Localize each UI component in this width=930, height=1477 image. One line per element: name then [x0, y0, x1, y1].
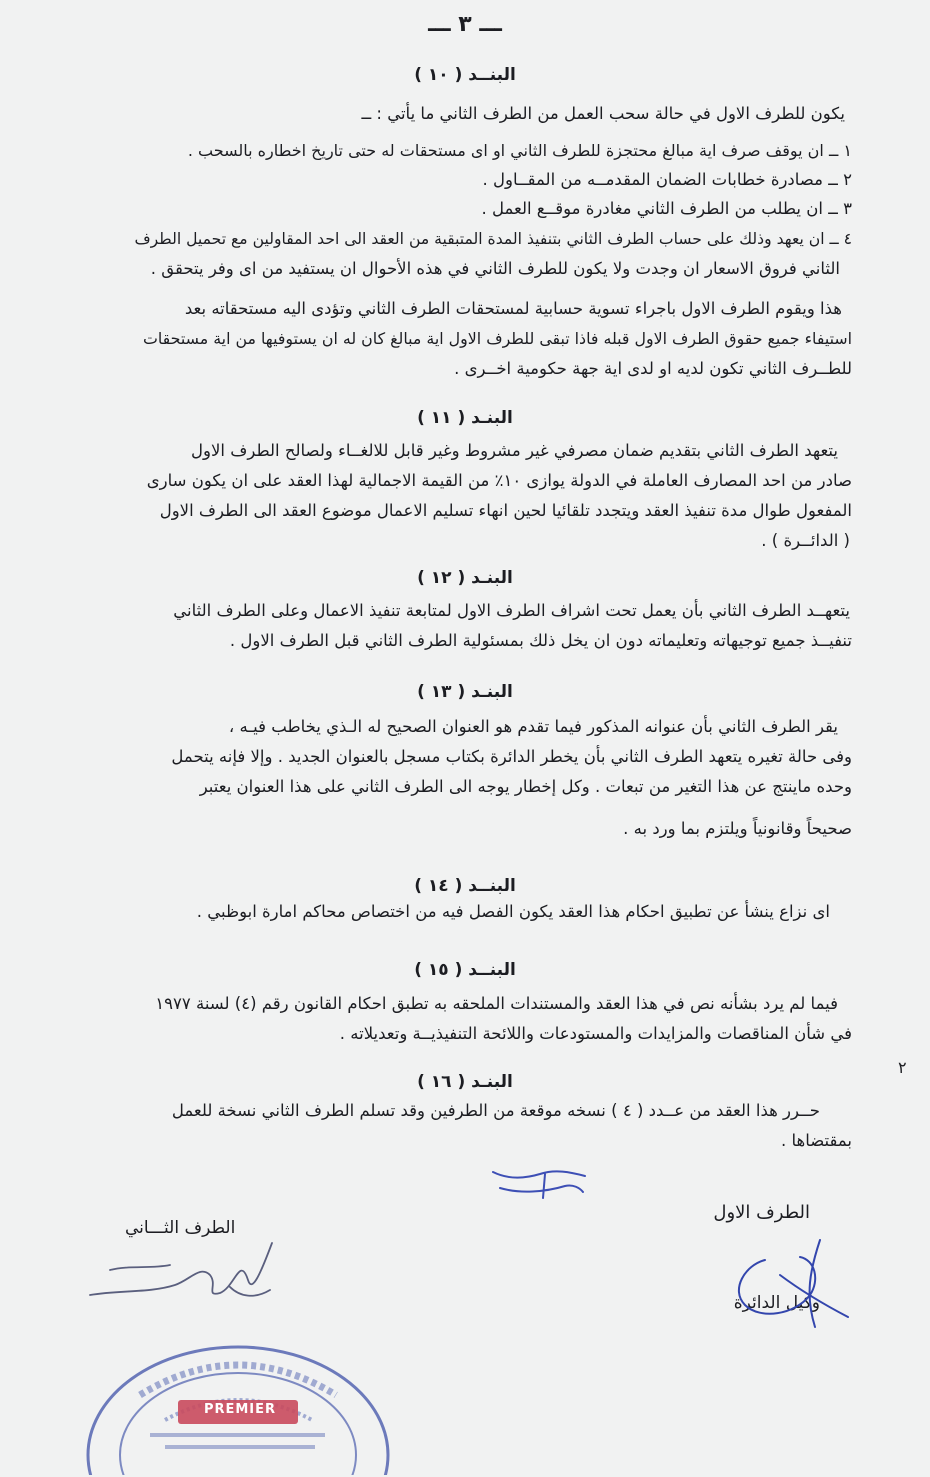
- clause-11-line: المفعول طوال مدة تنفيذ العقد ويتجدد تلقائيا لحين انهاء تسليم الاعمال موضوع العقد الى الطرف الاول: [159, 501, 852, 520]
- stamp-text: PREMIER: [203, 1402, 277, 1417]
- clause-12-line: تنفيــذ جميع توجيهاته وتعليماته دون ان يخل ذلك بمسئولية الطرف الثاني قبل الطرف الاول .: [229, 631, 852, 650]
- clause-15-line: في شأن المناقصات والمزايدات والمستودعات واللائحة التنفيذيــة وتعديلاته .: [339, 1024, 852, 1043]
- page-number: ـــ ٣ ـــ: [428, 12, 502, 37]
- clause-14-line: اى نزاع ينشأ عن تطبيق احكام هذا العقد يكون الفصل فيه من اختصاص محاكم امارة ابوظبي .: [196, 902, 830, 921]
- company-stamp: [80, 1325, 395, 1475]
- clause-heading-10: البنــد ( ١٠ ): [414, 65, 516, 85]
- clause-heading-12: البنـد ( ١٢ ): [417, 568, 513, 588]
- clause-heading-11: البنـد ( ١١ ): [417, 408, 513, 428]
- clause-16-line: حــرر هذا العقد من عــدد ( ٤ ) نسخه موقعة من الطرفين وقد تسلم الطرف الثاني نسخة للعمل: [171, 1101, 820, 1120]
- clause-11-line: يتعهد الطرف الثاني بتقديم ضمان مصرفي غير مشروط وغير قابل للالغــاء ولصالح الطرف الاول: [191, 441, 838, 460]
- first-party-signature: [720, 1235, 860, 1335]
- clause-heading-14: البنــد ( ١٤ ): [414, 876, 516, 896]
- clause-13-line: وفى حالة تغيره يتعهد الطرف الثاني بأن يخطر الدائرة بكتاب مسجل بالعنوان الجديد . وإلا فإنه يتحمل: [171, 747, 852, 766]
- clause-11-line: ( الدائــرة ) .: [761, 531, 850, 550]
- clause-10-line: ٣ ــ ان يطلب من الطرف الثاني مغادرة موقــع العمل .: [481, 199, 852, 218]
- clause-10-line: ١ ــ ان يوقف صرف اية مبالغ محتجزة للطرف الثاني او اى مستحقات له حتى تاريخ اخطاره بالسحب .: [187, 141, 852, 160]
- clause-12-line: يتعهــد الطرف الثاني بأن يعمل تحت اشراف الطرف الاول لمتابعة تنفيذ الاعمال وعلى الطرف الثاني: [173, 601, 850, 620]
- clause-10-line: ٤ ــ ان يعهد وذلك على حساب الطرف الثاني بتنفيذ المدة المتبقية من العقد الى احد المقاولين مع تحميل الطرف: [134, 230, 852, 248]
- clause-15-line: فيما لم يرد بشأنه نص في هذا العقد والمستندات الملحقه به تطبق احكام القانون رقم (٤) لسنة ١٩٧٧: [155, 994, 838, 1013]
- clause-10-line: يكون للطرف الاول في حالة سحب العمل من الطرف الثاني ما يأتي : ــ: [361, 104, 845, 123]
- clause-13-line: صحيحاً وقانونياً ويلتزم بما ورد به .: [623, 819, 852, 838]
- clause-10-line: استيفاء جميع حقوق الطرف الاول قبله فاذا تبقى للطرف الاول اية مبالغ كان له ان يستوفيها من اية مستحقات: [143, 329, 852, 348]
- second-party-label: الطرف الثـــاني: [125, 1218, 236, 1238]
- clause-10-line: ٢ ــ مصادرة خطابات الضمان المقدمــه من المقــاول .: [482, 170, 852, 189]
- margin-mark: ٢: [898, 1058, 907, 1077]
- clause-10-line: الثاني فروق الاسعار ان وجدت ولا يكون للطرف الثاني في هذه الأحوال ان يستفيد من اى وفر يتحقق .: [150, 259, 840, 278]
- clause-heading-13: البنـد ( ١٣ ): [417, 682, 513, 702]
- clause-16-line: بمقتضاها .: [780, 1131, 852, 1150]
- first-party-label: الطرف الاول: [713, 1202, 810, 1223]
- clause-heading-15: البنــد ( ١٥ ): [414, 960, 516, 980]
- clause-13-line: يقر الطرف الثاني بأن عنوانه المذكور فيما تقدم هو العنوان الصحيح له الـذي يخاطب فيـه ،: [228, 717, 838, 736]
- clause-10-line: هذا ويقوم الطرف الاول باجراء تسوية حسابية لمستحقات الطرف الثاني وتؤدى اليه مستحقاته بعد: [184, 299, 842, 318]
- second-party-signature: [80, 1235, 300, 1325]
- clause-10-line: للطــرف الثاني تكون لديه او لدى اية جهة حكومية اخــرى .: [454, 359, 852, 378]
- clause-11-line: صادر من احد المصارف العاملة في الدولة يوازى ١٠٪ من القيمة الاجمالية لهذا العقد على ان يكون سارى: [146, 471, 852, 490]
- department-agent-label: وكيل الدائرة: [733, 1293, 820, 1313]
- clause-13-line: وحده ماينتج عن هذا التغير من تبعات . وكل إخطار يوجه الى الطرف الثاني على هذا العنوان يعتبر: [199, 777, 852, 796]
- clause-heading-16: البنـد ( ١٦ ): [417, 1072, 513, 1092]
- initials-mark: [485, 1160, 595, 1205]
